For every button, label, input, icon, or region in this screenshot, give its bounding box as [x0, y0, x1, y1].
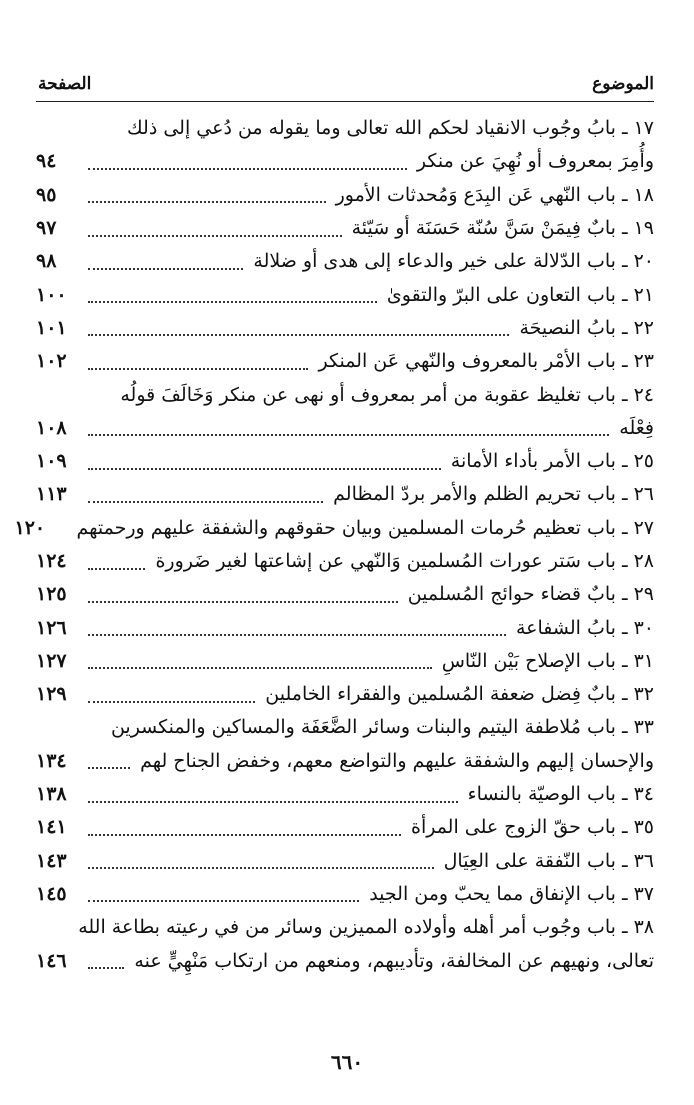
toc-entry — [36, 845, 654, 878]
dot-leader — [88, 667, 432, 669]
toc-line — [36, 212, 654, 245]
dot-leader — [88, 334, 509, 336]
toc-line — [36, 312, 654, 345]
entry-page-number: ١٠١ — [36, 316, 67, 339]
toc-entry — [36, 811, 654, 844]
entry-title: ٢٧ ـ باب تعظيم حُرمات المسلمين وبيان حقوقهم والشفقة عليهم ورحمتهم — [76, 516, 654, 539]
toc-entry — [36, 911, 654, 978]
entry-title: ٢٥ ـ باب الأمر بأداء الأمانة — [450, 450, 654, 473]
entry-title: والإحسان إليهم والشفقة عليهم والتواضع معهم، وخفض الجناح لهم — [140, 749, 654, 772]
toc-entry — [36, 711, 654, 778]
dot-leader — [88, 368, 308, 370]
table-of-contents — [14, 112, 654, 978]
toc-entry — [36, 678, 654, 711]
toc-line — [36, 678, 654, 711]
dot-leader — [88, 834, 401, 836]
toc-entry — [36, 179, 654, 212]
entry-title: ٢٩ ـ بابٌ قضاء حوائج المُسلمين — [407, 583, 654, 606]
toc-entry — [36, 578, 654, 611]
entry-page-number: ١٤٥ — [36, 882, 67, 905]
entry-page-number: ٩٧ — [36, 217, 57, 240]
toc-line — [36, 179, 654, 212]
dot-leader — [88, 201, 326, 203]
toc-line — [36, 245, 654, 278]
toc-entry — [14, 512, 654, 545]
toc-line — [36, 412, 654, 445]
entry-title: ٣٦ ـ باب النّفقة على العِيَال — [443, 849, 654, 872]
dot-leader — [88, 268, 243, 270]
entry-page-number: ١١٣ — [36, 483, 67, 506]
entry-title: ٣١ ـ باب الإصلاح بَيْن النّاسِ — [441, 649, 654, 672]
toc-entry — [36, 878, 654, 911]
dot-leader — [88, 867, 434, 869]
entry-page-number: ٩٨ — [36, 250, 57, 273]
dot-leader — [88, 301, 377, 303]
entry-title: ٢٨ ـ باب سَتر عورات المُسلمين وَالنّهي عن إشاعتها لغير ضَرورة — [155, 550, 654, 572]
entry-title: ٢٦ ـ باب تحريم الظلم والأمر بردّ المظالم — [333, 483, 654, 506]
page-number: ٦٦٠ — [330, 1050, 364, 1074]
toc-line — [36, 378, 654, 411]
toc-line — [36, 745, 654, 778]
toc-entry — [36, 478, 654, 511]
entry-title: ٣٧ ـ باب الإنفاق مما يحبّ ومن الجيد — [369, 882, 654, 905]
toc-line — [36, 445, 654, 478]
entry-page-number: ١٢٠ — [14, 516, 46, 539]
dot-leader — [88, 601, 398, 603]
toc-line — [36, 578, 654, 611]
toc-entry — [36, 112, 654, 179]
toc-entry — [36, 778, 654, 811]
entry-title: ٢٣ ـ باب الأمْر بالمعروف والنّهي عَن المنكر — [318, 350, 654, 373]
toc-line — [36, 944, 654, 977]
header-divider — [36, 101, 654, 102]
entry-page-number: ١٠٢ — [36, 350, 67, 373]
dot-leader — [88, 900, 359, 902]
entry-page-number: ١٢٦ — [36, 616, 67, 639]
dot-leader — [88, 801, 458, 803]
dot-leader — [88, 501, 323, 503]
entry-page-number: ١٤١ — [36, 816, 67, 839]
dot-leader — [88, 434, 609, 436]
entry-title: ١٨ ـ باب النّهي عَن البِدَع وَمُحدثات الأمور — [335, 183, 654, 206]
entry-page-number: ٩٥ — [36, 183, 57, 206]
entry-title: ١٧ ـ بابُ وجُوب الانقياد لحكم الله تعالى وما يقوله من دُعي إلى ذلك — [127, 117, 654, 140]
toc-line — [36, 811, 654, 844]
toc-entry — [36, 345, 654, 378]
page-column-label: الصفحة — [38, 74, 92, 94]
toc-entry — [36, 378, 654, 445]
entry-title: ٣٣ ـ باب مُلاطفة اليتيم والبنات وسائر الضَّعَفَة والمساكين والمنكسرين — [110, 716, 654, 739]
entry-title: ٣٠ ـ بابُ الشفاعة — [515, 616, 654, 639]
dot-leader — [88, 235, 342, 237]
dot-leader — [88, 967, 124, 969]
entry-title: ٣٢ ـ بابٌ فِضل ضعفة المُسلمين والفقراء الخاملين — [265, 683, 654, 706]
entry-title: ١٩ ـ بابٌ فِيمَنْ سَنَّ سُنّة حَسَنَة أو سَيّئة — [351, 217, 654, 240]
entry-page-number: ١٢٥ — [36, 583, 67, 606]
toc-line — [36, 878, 654, 911]
entry-title: تعالى، ونهيهم عن المخالفة، وتأديبهم، ومنعهم من ارتكاب مَنْهِيٍّ عنه — [134, 949, 654, 972]
entry-page-number: ١٤٣ — [36, 849, 67, 872]
toc-line — [36, 545, 654, 578]
dot-leader — [88, 168, 407, 170]
toc-line — [36, 778, 654, 811]
entry-title: وأُمِرَ بمعروف أو نُهِيَ عن منكر — [416, 150, 654, 173]
toc-entry — [36, 445, 654, 478]
entry-title: ٣٨ ـ باب وجُوب أمر أهله وأولاده المميزين وسائر من في رعيته بطاعة الله — [78, 916, 654, 939]
entry-page-number: ١٣٤ — [36, 749, 67, 772]
entry-page-number: ١٤٦ — [36, 949, 67, 972]
toc-line — [36, 112, 654, 145]
toc-line — [14, 512, 654, 545]
toc-entry — [36, 312, 654, 345]
toc-entry — [36, 278, 654, 311]
dot-leader — [88, 634, 506, 636]
entry-title: ٢٢ ـ بابُ النصيحَة — [519, 316, 654, 339]
entry-title: ٢١ ـ باب التعاون على البرّ والتقوىٰ — [386, 283, 654, 306]
dot-leader — [88, 701, 255, 703]
entry-title: ٣٤ ـ باب الوصيّة بالنساء — [467, 783, 654, 806]
entry-page-number: ١٢٧ — [36, 649, 67, 672]
toc-line — [36, 645, 654, 678]
toc-header — [38, 72, 654, 98]
entry-title: ٢٤ ـ باب تغليظ عقوبة من أمر بمعروف أو نهى عن منكر وَخَالَفَ قولُه — [120, 383, 654, 406]
toc-line — [36, 345, 654, 378]
toc-line — [36, 911, 654, 944]
entry-title: ٢٠ ـ باب الدّلالة على خير والدعاء إلى هدى أو ضلالة — [253, 250, 654, 273]
toc-entry — [36, 212, 654, 245]
toc-entry — [36, 645, 654, 678]
entry-page-number: ١٢٤ — [36, 550, 67, 572]
dot-leader — [88, 468, 441, 470]
entry-page-number: ١٠٠ — [36, 283, 67, 306]
toc-entry — [36, 245, 654, 278]
entry-title: فِعْلَه — [619, 416, 654, 439]
entry-page-number: ١٠٨ — [36, 416, 67, 439]
toc-line — [36, 611, 654, 644]
topic-column-label: الموضوع — [592, 74, 654, 94]
entry-title: ٣٥ ـ باب حقّ الزوج على المرأة — [410, 816, 654, 839]
entry-page-number: ١٣٨ — [36, 783, 67, 806]
entry-page-number: ١٠٩ — [36, 450, 67, 473]
dot-leader — [88, 767, 130, 769]
toc-line — [36, 145, 654, 178]
entry-page-number: ١٢٩ — [36, 683, 67, 706]
entry-page-number: ٩٤ — [36, 150, 57, 173]
toc-line — [36, 478, 654, 511]
toc-line — [36, 278, 654, 311]
toc-entry — [36, 545, 654, 578]
toc-line — [36, 711, 654, 744]
dot-leader — [88, 568, 145, 570]
toc-line — [36, 845, 654, 878]
toc-entry — [36, 611, 654, 644]
